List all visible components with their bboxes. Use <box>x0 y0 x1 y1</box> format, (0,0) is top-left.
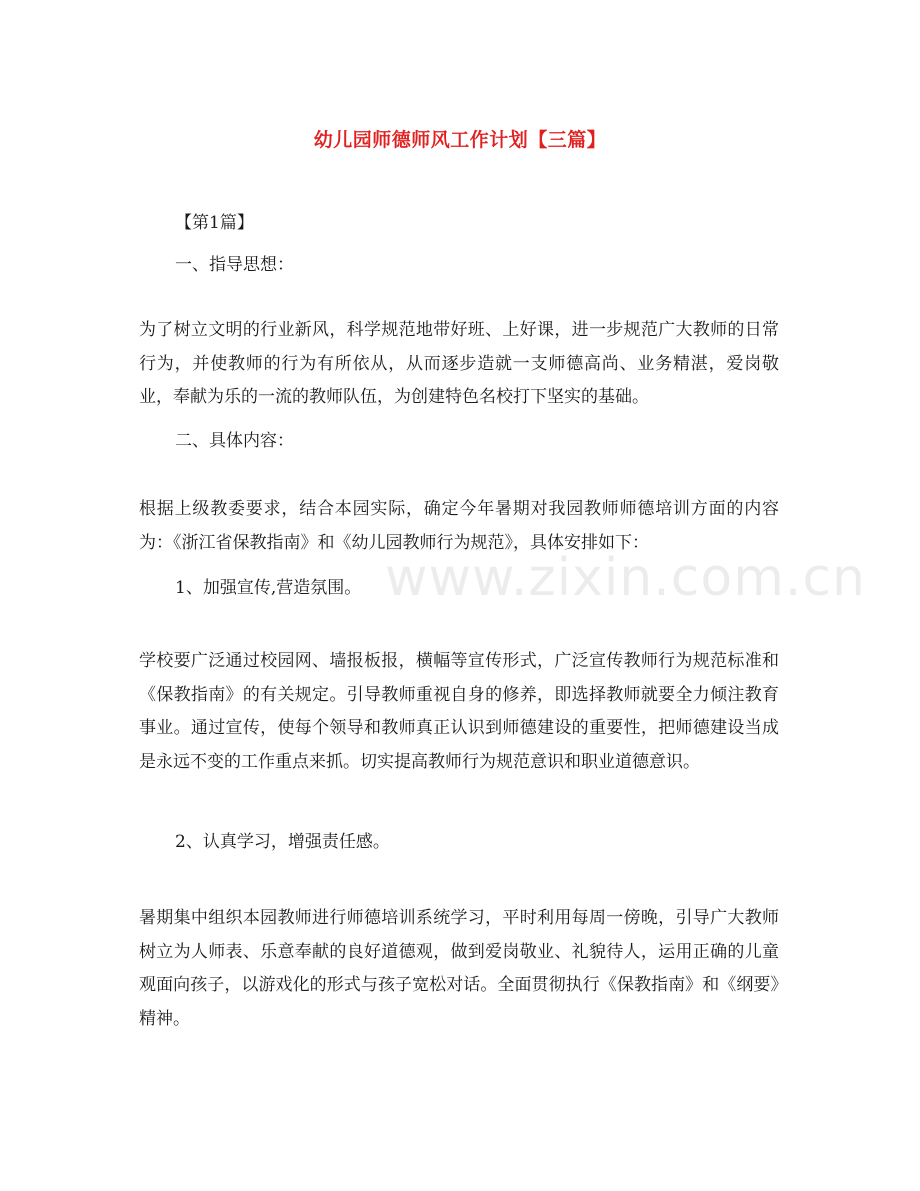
document-title: 幼儿园师德师风工作计划【三篇】 <box>313 129 607 151</box>
list-item-publicity: 1、加强宣传,营造氛围。 <box>175 578 362 598</box>
paragraph-specific-content: 根据上级教委要求，结合本园实际，确定今年暑期对我园教师师德培训方面的内容为：《浙江省保教指南》和《幼儿园教师行为规范》，具体安排如下： <box>139 499 779 553</box>
paragraph-publicity: 学校要广泛通过校园网、墙报板报，横幅等宣传形式，广泛宣传教师行为规范标准和《保教指南》的有关规定。引导教师重视自身的修养，即选择教师就要全力倾注教育事业。通过宣传，使每个领导和教师真正认识到师德建设的重要性，把师德建设当成是永远不变的工作重点来抓。切实提高教师行为规范意识和职业道德意识。 <box>139 651 779 772</box>
section-heading: 【第1篇】 <box>175 213 254 233</box>
watermark: www.zixin.com.cn <box>385 548 866 608</box>
paragraph-study: 暑期集中组织本园教师进行师德培训系统学习，平时利用每周一傍晚，引导广大教师树立为人师表、乐意奉献的良好道德观，做到爱岗敬业、礼貌待人，运用正确的儿童观面向孩子，以游戏化的形式与孩子宽松对话。全面贯彻执行《保教指南》和《纲要》精神。 <box>139 908 779 1029</box>
heading-guiding-ideology: 一、指导思想： <box>175 255 294 275</box>
paragraph-guiding-ideology: 为了树立文明的行业新风，科学规范地带好班、上好课，进一步规范广大教师的日常行为，并使教师的行为有所依从，从而逐步造就一支师德高尚、业务精湛，爱岗敬业，奉献为乐的一流的教师队伍，为创建特色名校打下坚实的基础。 <box>139 320 779 407</box>
heading-specific-content: 二、具体内容： <box>175 431 294 451</box>
list-item-study: 2、认真学习，增强责任感。 <box>175 832 390 852</box>
